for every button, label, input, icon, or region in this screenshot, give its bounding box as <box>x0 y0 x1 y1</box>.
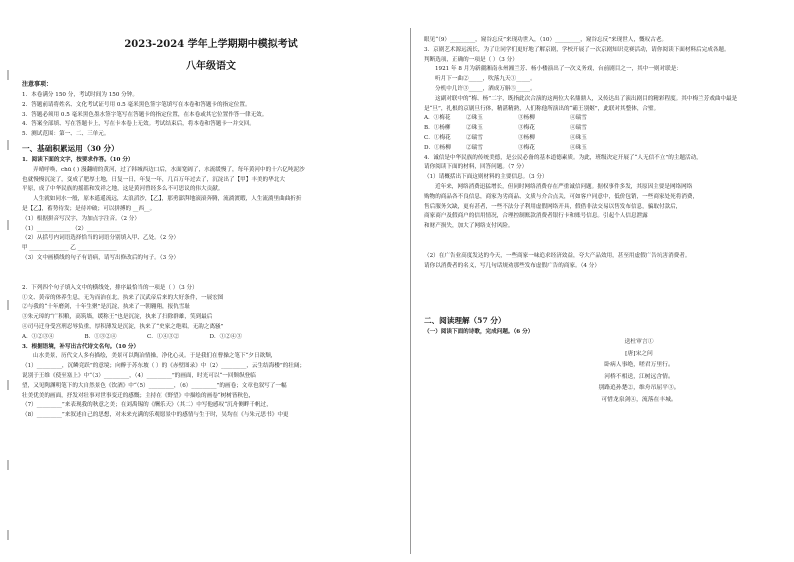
option-sentence: ②与我的“十年磨剑，十年生聚”是沉淀，执来了一朝翱翔，报仇雪耻 <box>22 304 190 311</box>
couplet-line: 听月下一曲②_____，吹落九天①_____。 <box>435 76 536 83</box>
choice-item: ②瑞雪 <box>466 144 483 151</box>
passage-line: 也就慢慢沉淀了，变成了肥厚土地，日复一日，年复一年，几百万年过去了，沉淀出了【甲】丰美的华北大 <box>22 176 285 183</box>
answer-blanks: （1）____________ （2）____________ <box>22 225 121 232</box>
notice-item: 2．答题前请将姓名、文化考试证号用 0.5 毫米黑色签字笔填写在本卷和答题卡的指定位置。 <box>22 101 251 108</box>
question-title: 3．根据语境，补写出古代诗文名句。（10 分） <box>22 343 140 350</box>
poem-author: [唐]宋之问 <box>625 350 653 357</box>
choice-item: ④珠玉 <box>570 134 587 141</box>
choice-item: ②珠玉 <box>466 115 483 122</box>
choice-row-b[interactable] <box>424 124 774 134</box>
choice-label: D．①杨柳 <box>424 144 451 151</box>
choice-item: ④瑞雪 <box>570 115 587 122</box>
notice-item: 4．答案全部填、写在答题卡上，写在卡本卷上无效。考试结束后，将本卷和答题卡一并交回。 <box>22 121 255 128</box>
choice-row-c[interactable] <box>424 134 774 144</box>
notice-item: 5．测试范围：第一、二、三单元。 <box>22 131 110 138</box>
poem-line: 别路追孙楚②，维舟吊屈平③。 <box>598 385 680 392</box>
choice-item: ④瑞雪 <box>570 125 587 132</box>
option-sentence: ④司马迁身受宫刑忍辱负重，厚积薄发是沉淀，执来了“史家之绝唱，无韵之离骚” <box>22 323 224 330</box>
passage-line: 近年来，网络消费迅猛增长，但同时网络消费存在严重诚信问题。据权事件多发，其原因主要是网络网络 <box>435 183 693 190</box>
choice-item: ②珠玉 <box>466 125 483 132</box>
sub-question: （2）在广告业高度发达的今天，一些商家一味追求经济效益，夸大产品效用，甚至用虚假广告坑害消费者。 <box>424 252 691 259</box>
choice-row-d[interactable] <box>424 144 774 154</box>
passage-line: （1）_________，沉鳞竞跃”的意境；向醉于苏东坡（ ）的《赤壁图录》中（2）_________，云生结海楼”的壮阔； <box>22 363 306 370</box>
poem-title: 送杜审言① <box>624 339 654 346</box>
couplet-line: 分机中几许③_____，洒成万斛⑤_____。 <box>435 85 536 92</box>
passage-line: 商家商户及假商户的信用情况，合理控制账款消费者银行卡和账号信息。引起个人信息泄露 <box>424 213 648 220</box>
passage-line: 和财产损失，加大了网络支付风险。 <box>424 223 514 230</box>
sub-question: （1）请概括出下面这则材料的主要信息。（3 分） <box>424 174 548 181</box>
passage-line: 1921 年 8 月为新疆湘南永州湘兰芳、杨小楼演出了一次义务戏，台前剧目之一，其中一则对联是： <box>435 66 682 73</box>
option-sentence: ①文、黄帝的体养生息，无为而治在北，执来了汉武帝后来的大好条件，一展宏图 <box>22 294 224 301</box>
passage-line: 山水美景，历代文人多有描绘，美景可以陶冶情操，净化心灵。于是我们在曹操之笔下“夕日欲颓， <box>33 353 277 360</box>
exam-title: 2023-2024 学年上学期期中模拟考试 <box>124 39 298 50</box>
notice-item: 3．答题必须用 0.5 毫米黑色墨水签字笔写在答题卡的指定位置，在本卷或其它位置作答一律无效。 <box>22 111 268 118</box>
binding-margin <box>2 30 16 550</box>
passage-line: 人生就如同水一般，原本遥遥流远，太浪滔沙，【乙】，那勇澎湃地滚滚奔腾，流淌渡暇，人生流淌里曲曲折折 <box>33 196 302 203</box>
choice-options <box>22 333 272 343</box>
sub-question: （2）从括号内词语选择恰当的词语分别填入甲、乙处。（2 分） <box>22 235 180 242</box>
passage-line: 这副对联中的“梅、杨”二字，既指此次合演的这两位大名鼎鼎人，又传达出了演出剧目的精彩程度。其中梅兰芳戏曲中最是 <box>435 95 738 102</box>
choice-item: ③梅花 <box>518 144 535 151</box>
passage-line: 售后服务欠缺，更有甚者，一些不法分子利用虚假网络开具，假借非法交易以售发布信息，骗取付款后， <box>424 203 682 210</box>
notice-heading: 注意事项： <box>22 81 53 88</box>
sub-question: （3）文中画横线的句子有语病，请写出修改后的句子。（3 分） <box>22 254 180 261</box>
choice-c[interactable]: C．①④③② <box>147 333 180 340</box>
choice-b[interactable]: B．①③②④ <box>84 333 117 340</box>
notice-item: 1．本卷满分 150 分，考试时间为 150 分钟。 <box>22 92 138 98</box>
choice-label: B．①杨柳 <box>424 125 451 132</box>
passage-line: 望，又见陶渊明笔下的大自然景色《饮酒》中“（5）_________，（6）_________”的画卷；文章也叙写了一幅 <box>22 382 287 389</box>
choice-item: ③梅花 <box>518 125 535 132</box>
passage-line: 平原，成了中华民族的摇篮和发祥之地，这是黄河曾经多么不可思议的伟大贡献。 <box>22 186 224 193</box>
sub-question: （1）根据拼音写汉字，为加点字注音。（2 分） <box>22 215 140 222</box>
choice-row-a[interactable] <box>424 114 774 124</box>
question-title: 请你阅读下面的材料，回答问题。（7 分） <box>424 164 528 171</box>
choice-item: ③杨柳 <box>518 115 535 122</box>
question-title: 4．诚信是中华民族的传统美德，是公民必备的基本道德素质。为此，班级决定开展了“人无信不立”的主题活动， <box>424 154 702 161</box>
right-column <box>424 0 774 562</box>
passage-line: 说别于王维《使至塞上》中“（3）_________，（4）_________”的画面，时光可以“一回颓纵登临 <box>22 372 256 379</box>
passage-line: 壮美优美的画面，抒发对壮事对世事变迁的感慨；主持在《野望》中描绘的画卷“树树皆秋色， <box>22 392 255 399</box>
choice-item: ②瑞雪 <box>466 134 483 141</box>
poem-line: 可惜龙泉剑④，流落在丰城。 <box>601 396 677 403</box>
poem <box>504 337 774 406</box>
question-title: 1．阅读下面的文字，按要求作答。（10 分） <box>22 156 134 163</box>
question-title: 2．下列四个句子填入文中的横线处，排序最恰当的一项是（ ）（3 分） <box>22 284 198 291</box>
choice-label: C．①梅花 <box>424 134 451 141</box>
question-sub: 判断选项，正确的一项是（ ）（3 分） <box>424 56 518 63</box>
passage-line: 眼见“（9）_________，窥谷忘反”来现功世入，（10）_________，窥谷忘反”来现世人，慨叹古老。 <box>424 37 668 43</box>
passage-line: （7）_________”来表现我的秋意之美；在刘禹锡的《酬乐天》（其二）中写他感叹“沉舟侧畔千帆过， <box>22 402 272 409</box>
question-title: （一）阅读下面的诗歌，完成问题。（6 分） <box>424 328 534 335</box>
choice-item: ③杨柳 <box>518 134 535 141</box>
passage-line: 弄晴呼唤，chū ( ) 漫翻晴的黄河，过了韩城西边口后，水面宽阔了，水流缓慢了，每年黄河中的十六亿吨泥沙 <box>33 166 305 173</box>
choice-d[interactable]: D．①②④③ <box>209 333 242 340</box>
subject-title: 八年级语文 <box>186 61 236 72</box>
passage-line: （8）_________”来叙述自己的思想，对未来充满的乐观愿景中的感情与生于时，吴均在《与朱元思书》中更 <box>22 412 289 419</box>
answer-blanks: 甲 ______________ 乙 ______________ <box>22 245 117 252</box>
poem-line: 卧病人事绝，嗟君万里行。 <box>604 362 674 369</box>
passage-line: 购物的商品各不良信息，商家为劣商品、文质与介合点关，可如客户同意中，低价包销，一些商家处死将消费， <box>424 193 699 200</box>
option-sentence: ③朱元璋的“广积粮，高筑墙，缓称王”也是沉淀，执来了扫除群雄，笑到最后 <box>22 314 213 321</box>
section-heading: 一、基础积累运用（30 分） <box>22 143 119 153</box>
choice-a[interactable]: A．①②③④ <box>22 333 55 340</box>
passage-line: 是“旦”，扎根的京剧旦行体，精湛精熟，人们称他所演出的“霸王别姬”，此联对其整体，合璧。 <box>424 105 660 112</box>
passage-line: 是【乙】，蓄势待发；是待冲破；可以拼搏的 __西__。 <box>22 205 156 212</box>
question-title: 3．京剧艺术源远流长，为了让同学们更好地了解京剧，学校开展了一次京剧知识竞赛活动，请你阅读下面材料后完成各题。 <box>424 46 730 53</box>
section-heading: 二、阅读理解（57 分） <box>424 315 506 325</box>
sub-question: 请你以消费者的名义，写几句话规劝那些发布虚假广告的商家。（4 分） <box>424 262 600 269</box>
poem-line: 河桥不相送，江树远含情。 <box>604 373 674 380</box>
column-divider <box>410 28 411 554</box>
choice-item: ④珠玉 <box>570 144 587 151</box>
choice-label: A．①梅花 <box>424 115 451 122</box>
left-column <box>22 0 400 562</box>
